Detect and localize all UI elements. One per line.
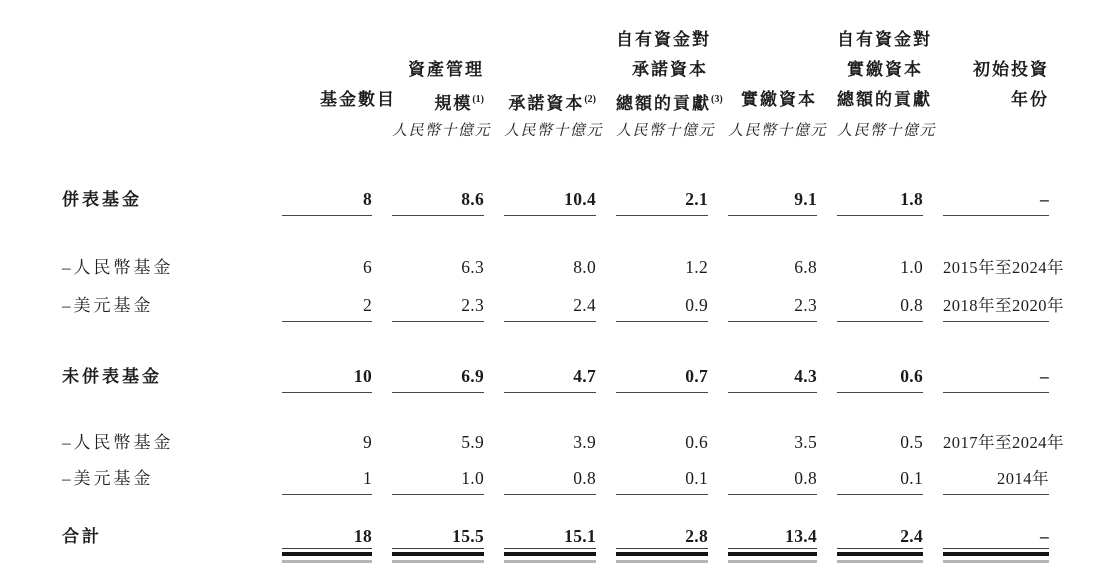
row-label: –人民幣基金 <box>62 433 174 452</box>
header-line <box>728 25 817 55</box>
header-line: 自有資金對 <box>837 30 932 49</box>
value-cell-own-committed: 2.8 <box>616 526 708 556</box>
unit-rmb-billion: 人民幣十億元 <box>728 123 828 139</box>
table-header <box>62 0 1072 115</box>
value-cell-fund-count: 1 <box>282 468 372 495</box>
header-line: 資產管理 <box>408 60 484 79</box>
row-total <box>62 526 1072 556</box>
value-cell-own-committed: 1.2 <box>685 257 708 277</box>
value-cell-fund-count: 8 <box>282 189 372 216</box>
header-col-committed-capital <box>504 25 596 115</box>
row-usd-funds-1 <box>62 295 1072 322</box>
value-cell-paid-in: 3.5 <box>794 432 817 452</box>
value-cell-paid-in: 9.1 <box>728 189 817 216</box>
footnote-ref-1: (1) <box>472 94 484 105</box>
row-consolidated-funds <box>62 189 1072 216</box>
value-cell-aum: 6.3 <box>461 257 484 277</box>
value-cell-own-paid-in: 1.8 <box>837 189 923 216</box>
value-cell-own-committed: 0.7 <box>616 366 708 393</box>
header-line: 承諾資本 <box>632 60 708 79</box>
header-col-own-funds-committed-contribution <box>616 25 723 115</box>
row-label: –人民幣基金 <box>62 258 174 277</box>
value-cell-paid-in: 4.3 <box>728 366 817 393</box>
row-label: –美元基金 <box>62 469 154 488</box>
fund-summary-table <box>62 0 1072 556</box>
header-line: 總額的貢獻 <box>837 90 932 109</box>
value-cell-own-committed: 0.1 <box>616 468 708 495</box>
header-line: 總額的貢獻$^{(3)}$ <box>616 94 723 113</box>
value-cell-own-committed: 2.1 <box>616 189 708 216</box>
header-col-aum <box>392 25 484 115</box>
row-rmb-funds-1 <box>62 257 1072 278</box>
value-cell-fund-count: 6 <box>362 257 372 277</box>
header-col-own-funds-paid-in-contribution <box>837 25 932 115</box>
value-cell-aum: 15.5 <box>392 526 484 556</box>
header-line: 實繳資本 <box>847 60 923 79</box>
header-line: 基金數目 <box>320 90 396 109</box>
value-cell-own-paid-in: 0.1 <box>837 468 923 495</box>
value-cell-own-paid-in: 0.6 <box>837 366 923 393</box>
value-cell-year: 2015年至2024年 <box>943 258 1064 277</box>
header-line <box>392 25 484 55</box>
footnote-ref-3: (3) <box>711 94 723 105</box>
unit-rmb-billion: 人民幣十億元 <box>837 123 937 139</box>
value-cell-year: – <box>943 526 1049 556</box>
header-col-initial-investment-year <box>943 25 1049 115</box>
value-cell-paid-in: 6.8 <box>794 257 817 277</box>
header-line: 實繳資本 <box>741 90 817 109</box>
value-cell-committed: 10.4 <box>504 189 596 216</box>
header-line <box>504 25 596 55</box>
value-cell-aum: 2.3 <box>392 295 484 322</box>
value-cell-aum: 8.6 <box>392 189 484 216</box>
value-cell-own-committed: 0.9 <box>616 295 708 322</box>
value-cell-own-paid-in: 0.5 <box>900 432 923 452</box>
value-cell-own-paid-in: 2.4 <box>837 526 923 556</box>
header-col-paid-in-capital <box>728 25 817 115</box>
header-line <box>943 25 1049 55</box>
value-cell-aum: 5.9 <box>461 432 484 452</box>
unit-empty <box>943 120 1049 141</box>
value-cell-year: 2018年至2020年 <box>943 295 1049 322</box>
unit-rmb-billion: 人民幣十億元 <box>392 123 492 139</box>
value-cell-committed: 3.9 <box>573 432 596 452</box>
header-line: 年份 <box>1011 90 1049 109</box>
unit-empty <box>282 120 372 141</box>
value-cell-fund-count: 10 <box>282 366 372 393</box>
value-cell-own-paid-in: 1.0 <box>900 257 923 277</box>
row-usd-funds-2 <box>62 468 1072 495</box>
header-line <box>282 25 372 55</box>
value-cell-year: 2017年至2024年 <box>943 433 1064 452</box>
value-cell-paid-in: 13.4 <box>728 526 817 556</box>
header-line: 初始投資 <box>973 60 1049 79</box>
unit-row <box>62 120 1072 142</box>
row-rmb-funds-2 <box>62 432 1072 453</box>
row-unconsolidated-funds <box>62 366 1072 393</box>
row-label: 未併表基金 <box>62 367 162 386</box>
value-cell-fund-count: 2 <box>282 295 372 322</box>
value-cell-year: 2014年 <box>943 468 1049 495</box>
unit-rmb-billion: 人民幣十億元 <box>504 123 604 139</box>
value-cell-committed: 2.4 <box>504 295 596 322</box>
value-cell-aum: 1.0 <box>392 468 484 495</box>
header-line: 自有資金對 <box>616 30 711 49</box>
value-cell-aum: 6.9 <box>392 366 484 393</box>
value-cell-fund-count: 9 <box>362 432 372 452</box>
footnote-ref-2: (2) <box>584 94 596 105</box>
value-cell-committed: 0.8 <box>504 468 596 495</box>
header-col-row-label <box>62 25 262 46</box>
value-cell-year: – <box>943 366 1049 393</box>
header-line: 承諾資本$^{(2)}$ <box>508 94 596 113</box>
value-cell-committed: 4.7 <box>504 366 596 393</box>
value-cell-own-paid-in: 0.8 <box>837 295 923 322</box>
header-col-fund-count <box>282 25 396 115</box>
value-cell-paid-in: 0.8 <box>728 468 817 495</box>
header-line <box>728 55 817 85</box>
unit-rmb-billion: 人民幣十億元 <box>616 123 716 139</box>
value-cell-paid-in: 2.3 <box>728 295 817 322</box>
unit-empty <box>62 120 262 141</box>
value-cell-committed: 8.0 <box>573 257 596 277</box>
header-line: 規模$^{(1)}$ <box>434 94 484 113</box>
value-cell-year: – <box>943 189 1049 216</box>
row-label: 合計 <box>62 527 102 546</box>
value-cell-own-committed: 0.6 <box>685 432 708 452</box>
value-cell-committed: 15.1 <box>504 526 596 556</box>
row-label: –美元基金 <box>62 296 154 315</box>
row-label: 併表基金 <box>62 190 142 209</box>
header-line <box>282 55 372 85</box>
header-line <box>504 55 596 85</box>
value-cell-fund-count: 18 <box>282 526 372 556</box>
